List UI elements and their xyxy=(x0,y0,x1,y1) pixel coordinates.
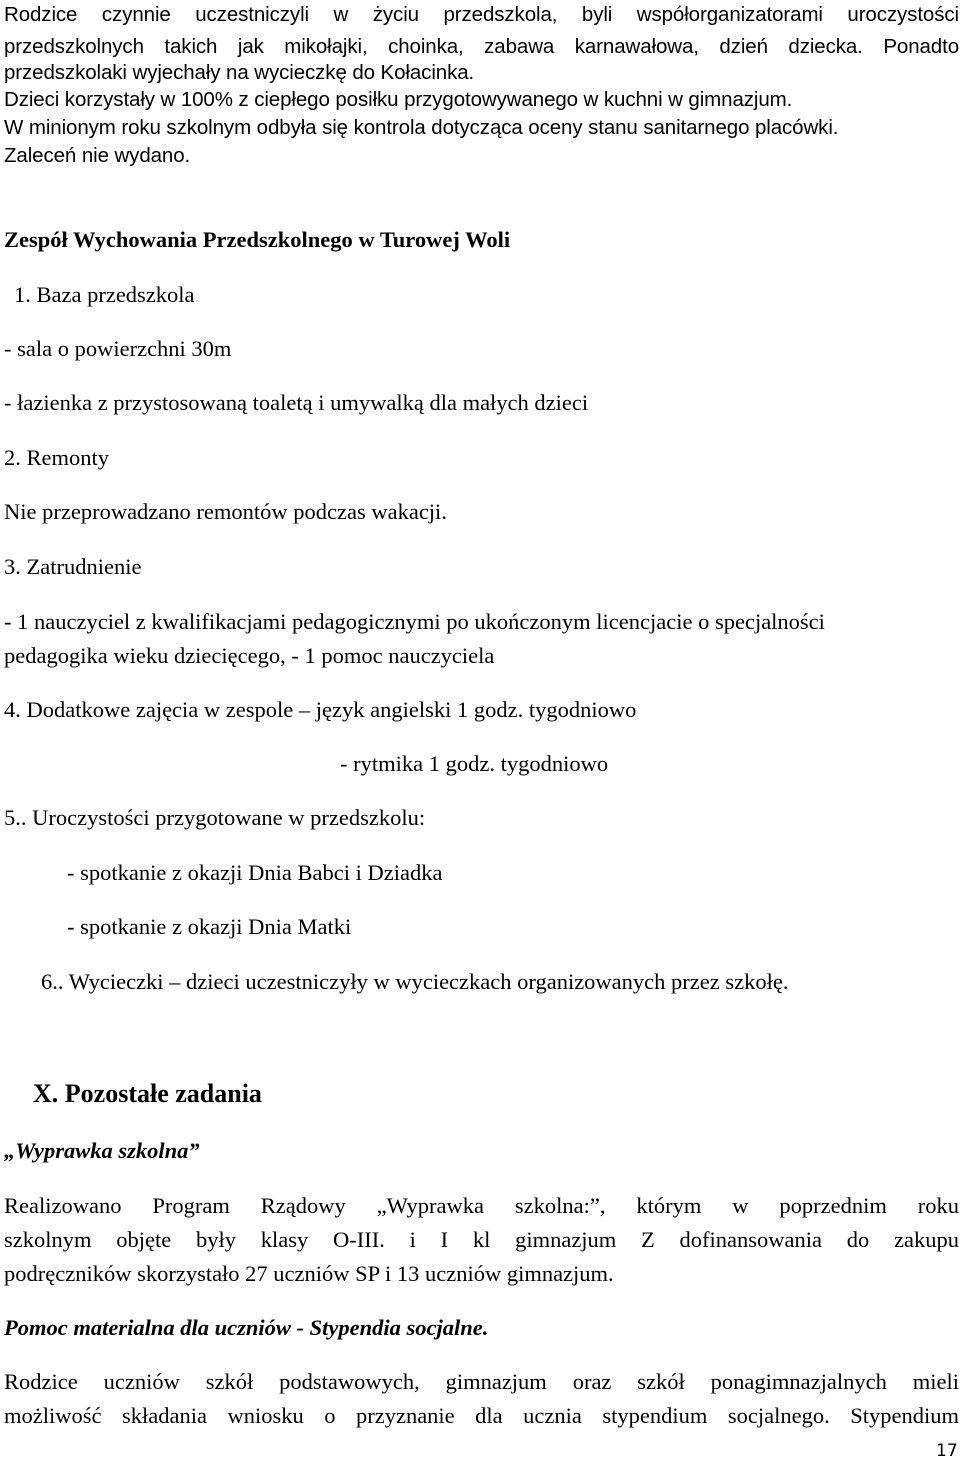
page-number: 17 xyxy=(936,1441,958,1461)
text-line: Zaleceń nie wydano. xyxy=(4,144,191,167)
text-line: Dzieci korzystały w 100% z ciepłego posiłku przygotowywanego w kuchni w gimnazjum. xyxy=(4,88,793,111)
text-line: - 1 nauczyciel z kwalifikacjami pedagogicznymi po ukończonym licencjacie o specjalności xyxy=(4,609,825,634)
text-line: szkolnym objęte były klasy O-III. i I kl gimnazjum Z dofinansowania do zakupu xyxy=(4,1227,959,1252)
text-line: 4. Dodatkowe zajęcia w zespole – język angielski 1 godz. tygodniowo xyxy=(4,697,637,722)
subheading-uroczystosci: 5.. Uroczystości przygotowane w przedszkolu: xyxy=(4,805,426,830)
text-line: podręczników skorzystało 27 uczniów SP i 13 uczniów gimnazjum. xyxy=(4,1261,614,1286)
list-item: - spotkanie z okazji Dnia Babci i Dziadka xyxy=(67,860,443,885)
text-line: możliwość składania wniosku o przyznanie dla ucznia stypendium socjalnego. Stypendium xyxy=(4,1403,959,1428)
section-heading: X. Pozostałe zadania xyxy=(33,1079,262,1108)
subheading-wyprawka: „Wyprawka szkolna” xyxy=(4,1138,200,1163)
text-line: Realizowano Program Rządowy „Wyprawka szkolna:”, którym w poprzednim roku xyxy=(4,1193,959,1218)
text-line: W minionym roku szkolnym odbyła się kontrola dotycząca oceny stanu sanitarnego placówki. xyxy=(4,116,839,139)
list-item: - spotkanie z okazji Dnia Matki xyxy=(67,914,352,939)
subheading-pomoc: Pomoc materialna dla uczniów - Stypendia socjalne. xyxy=(4,1315,489,1340)
text-line: przedszkolaki wyjechały na wycieczkę do Kołacinka. xyxy=(4,61,475,84)
subheading-remonty: 2. Remonty xyxy=(4,445,109,470)
text-line: Rodzice uczniów szkół podstawowych, gimnazjum oraz szkół ponagimnazjalnych mieli xyxy=(4,1369,959,1394)
text-line: przedszkolnych takich jak mikołajki, choinka, zabawa karnawałowa, dzień dziecka. Ponadto xyxy=(4,35,959,58)
subheading-baza: 1. Baza przedszkola xyxy=(14,282,195,307)
list-item: - sala o powierzchni 30m xyxy=(4,336,232,361)
subheading-zatrudnienie: 3. Zatrudnienie xyxy=(4,554,142,579)
list-item: - łazienka z przystosowaną toaletą i umywalką dla małych dzieci xyxy=(4,390,589,415)
text-line: Rodzice czynnie uczestniczyli w życiu przedszkola, byli współorganizatorami uroczystości xyxy=(4,3,959,26)
text-line: pedagogika wieku dziecięcego, - 1 pomoc nauczyciela xyxy=(4,643,495,668)
text-line: Nie przeprowadzano remontów podczas wakacji. xyxy=(4,499,447,524)
text-line: 6.. Wycieczki – dzieci uczestniczyły w wycieczkach organizowanych przez szkołę. xyxy=(41,969,789,994)
text-line: - rytmika 1 godz. tygodniowo xyxy=(340,751,609,776)
section-heading: Zespół Wychowania Przedszkolnego w Turowej Woli xyxy=(4,227,511,252)
